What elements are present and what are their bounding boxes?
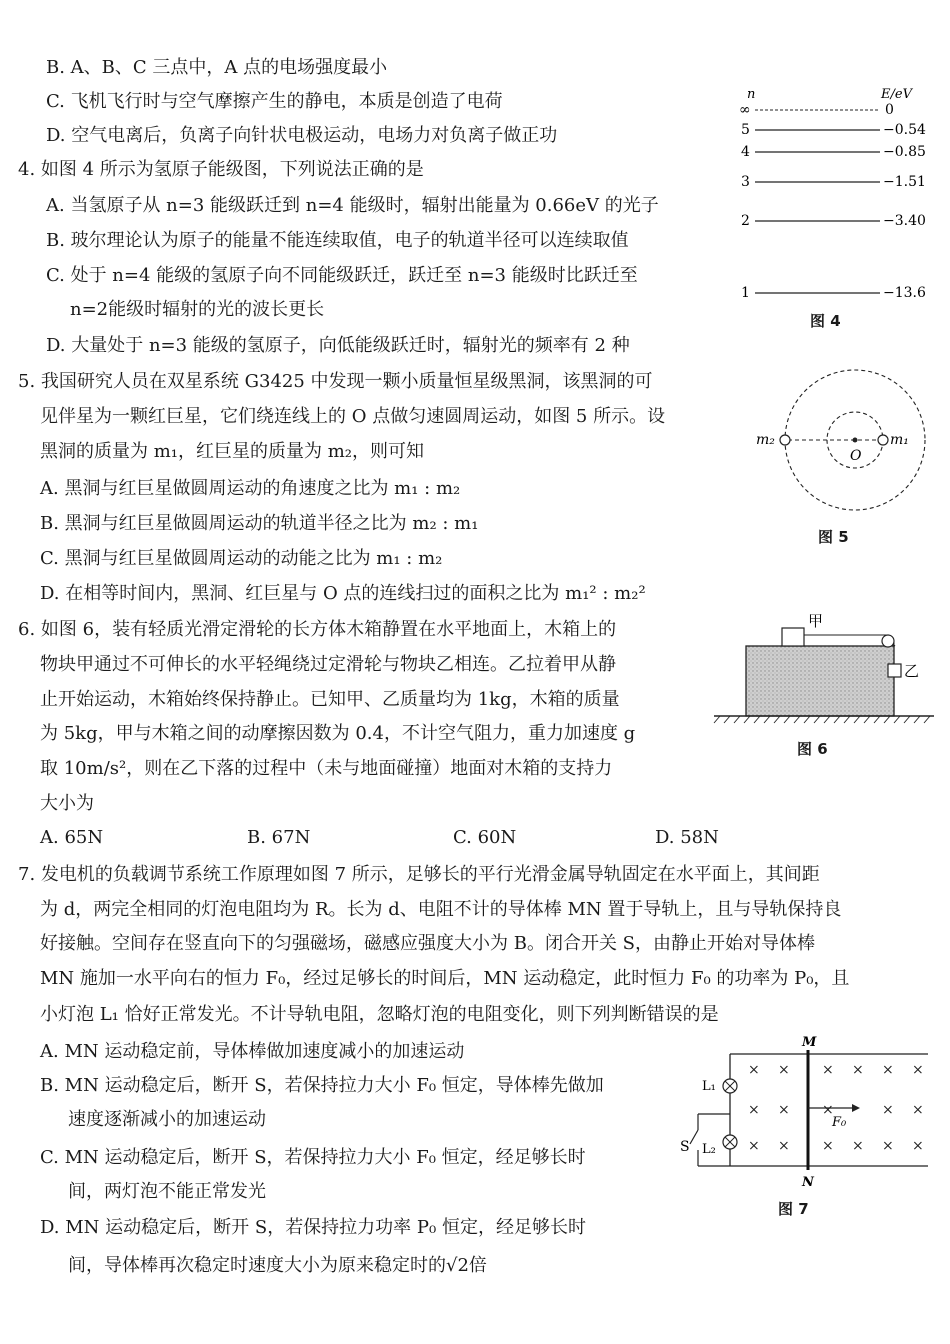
svg-text:−0.54: −0.54 [883, 122, 926, 138]
m-label: M [802, 1035, 817, 1050]
q5-stem-line1: 5. 我国研究人员在双星系统 G3425 中发现一颗小质量恒星级黑洞，该黑洞的可 [18, 371, 653, 392]
level-5 [741, 122, 926, 138]
n-axis-header: n [747, 87, 756, 102]
svg-text:×: × [778, 1102, 790, 1118]
q3-option-c: C. 飞机飞行时与空气摩擦产生的静电，本质是创造了电荷 [46, 91, 503, 112]
svg-text:2: 2 [741, 213, 750, 229]
q7-stem-line3: 好接触。空间存在竖直向下的匀强磁场，磁感应强度大小为 B。闭合开关 S，由静止开始对导体棒 [40, 933, 815, 954]
figure-5-caption: 图 5 [818, 528, 849, 546]
q5-stem-line3: 黑洞的质量为 m₁，红巨星的质量为 m₂，则可知 [40, 441, 425, 462]
q7-option-a: A. MN 运动稳定前，导体棒做加速度减小的加速运动 [40, 1041, 465, 1062]
svg-text:×: × [912, 1138, 924, 1154]
svg-text:−3.40: −3.40 [883, 213, 926, 229]
q6-option-d: D. 58N [655, 827, 719, 848]
svg-text:−13.6: −13.6 [883, 285, 926, 301]
figure-4-caption: 图 4 [810, 312, 841, 330]
m1-label: m₁ [890, 432, 909, 448]
figure-6-caption: 图 6 [797, 740, 828, 758]
level-inf [739, 102, 894, 118]
q4-option-d: D. 大量处于 n=3 能级的氢原子，向低能级跃迁时，辐射光的频率有 2 种 [46, 335, 630, 356]
q4-option-b: B. 玻尔理论认为原子的能量不能连续取值，电子的轨道半径可以连续取值 [46, 230, 629, 251]
svg-text:×: × [822, 1138, 834, 1154]
ground-hatching [714, 716, 930, 723]
black-hole-body [878, 435, 888, 445]
q5-option-b: B. 黑洞与红巨星做圆周运动的轨道半径之比为 m₂ : m₁ [40, 513, 479, 534]
q6-stem-line5: 取 10m/s²，则在乙下落的过程中（未与地面碰撞）地面对木箱的支持力 [40, 758, 613, 779]
block-yi [888, 664, 901, 677]
block-jia [782, 628, 804, 646]
n-label: N [802, 1175, 814, 1190]
svg-text:×: × [748, 1102, 760, 1118]
svg-text:×: × [822, 1062, 834, 1078]
svg-text:×: × [778, 1138, 790, 1154]
q7-option-b-line2: 速度逐渐减小的加速运动 [68, 1109, 266, 1130]
figure-7-caption: 图 7 [778, 1200, 809, 1218]
q6-stem-line3: 止开始运动，木箱始终保持静止。已知甲、乙质量均为 1kg，木箱的质量 [40, 689, 620, 710]
q7-option-d-line1: D. MN 运动稳定后，断开 S，若保持拉力功率 P₀ 恒定，经足够长时 [40, 1217, 586, 1238]
svg-text:0: 0 [885, 102, 894, 118]
svg-text:×: × [882, 1102, 894, 1118]
q7-stem-line2: 为 d，两完全相同的灯泡电阻均为 R。长为 d、电阻不计的导体棒 MN 置于导轨上，且与导轨保持良 [40, 899, 842, 920]
q7-option-b-line1: B. MN 运动稳定后，断开 S，若保持拉力大小 F₀ 恒定，导体棒先做加 [40, 1075, 604, 1096]
svg-text:4: 4 [741, 144, 750, 160]
lamp-l2 [723, 1135, 737, 1149]
q6-options [0, 826, 950, 850]
svg-text:1: 1 [741, 285, 750, 301]
q4-option-c-line1: C. 处于 n=4 能级的氢原子向不同能级跃迁，跃迁至 n=3 能级时比跃迁至 [46, 265, 638, 286]
q5-stem-line2: 见伴星为一颗红巨星，它们绕连线上的 O 点做匀速圆周运动，如图 5 所示。设 [40, 406, 666, 427]
l1-label: L₁ [702, 1079, 716, 1094]
svg-text:×: × [882, 1062, 894, 1078]
q4-stem: 4. 如图 4 所示为氢原子能级图，下列说法正确的是 [18, 159, 424, 180]
svg-text:×: × [748, 1062, 760, 1078]
q6-stem-line1: 6. 如图 6，装有轻质光滑定滑轮的长方体木箱静置在水平地面上，木箱上的 [18, 619, 617, 640]
svg-text:5: 5 [741, 122, 750, 138]
lamp-l1 [723, 1079, 737, 1093]
svg-text:3: 3 [741, 174, 750, 190]
force-arrowhead [852, 1104, 860, 1112]
energy-axis-header: E/eV [881, 87, 912, 102]
svg-text:×: × [852, 1138, 864, 1154]
q7-option-c-line1: C. MN 运动稳定后，断开 S，若保持拉力大小 F₀ 恒定，经足够长时 [40, 1147, 586, 1168]
svg-text:×: × [912, 1062, 924, 1078]
l2-label: L₂ [702, 1142, 716, 1157]
q6-stem-line6: 大小为 [40, 793, 94, 814]
level-3 [741, 174, 926, 190]
q5-option-c: C. 黑洞与红巨星做圆周运动的动能之比为 m₁ : m₂ [40, 548, 443, 569]
q7-stem-line4: MN 施加一水平向右的恒力 F₀，经过足够长的时间后，MN 运动稳定，此时恒力 F₀ 的功率为 P₀，且 [40, 968, 850, 989]
pulley-box-diagram [712, 610, 942, 730]
svg-text:−0.85: −0.85 [883, 144, 926, 160]
svg-text:×: × [748, 1138, 760, 1154]
svg-text:∞: ∞ [739, 102, 751, 118]
q6-stem-line2: 物块甲通过不可伸长的水平轻绳绕过定滑轮与物块乙相连。乙拉着甲从静 [40, 654, 616, 675]
q5-option-a: A. 黑洞与红巨星做圆周运动的角速度之比为 m₁ : m₂ [40, 478, 461, 499]
svg-text:×: × [882, 1138, 894, 1154]
energy-level-diagram [735, 80, 935, 300]
q7-stem-line5: 小灯泡 L₁ 恰好正常发光。不计导轨电阻，忽略灯泡的电阻变化，则下列判断错误的是 [40, 1004, 719, 1025]
svg-text:×: × [912, 1102, 924, 1118]
switch-label: S [680, 1139, 690, 1155]
level-2 [741, 213, 926, 229]
wooden-box [746, 646, 894, 716]
binary-star-diagram [750, 368, 930, 518]
q6-stem-line4: 为 5kg，甲与木箱之间的动摩擦因数为 0.4，不计空气阻力，重力加速度 g [40, 723, 636, 744]
yi-label: 乙 [904, 662, 920, 680]
level-1 [741, 285, 926, 301]
svg-text:−1.51: −1.51 [883, 174, 926, 190]
o-label: O [850, 448, 862, 464]
q3-option-d: D. 空气电离后，负离子向针状电极运动，电场力对负离子做正功 [46, 125, 558, 146]
svg-text:×: × [822, 1102, 834, 1118]
level-4 [741, 144, 926, 160]
q6-option-b: B. 67N [247, 827, 311, 848]
q5-option-d: D. 在相等时间内，黑洞、红巨星与 O 点的连线扫过的面积之比为 m₁² : m₂² [40, 583, 646, 604]
jia-label: 甲 [808, 612, 824, 630]
q3-option-b: B. A、B、C 三点中，A 点的电场强度最小 [46, 57, 388, 78]
switch-blade [690, 1130, 698, 1144]
svg-text:×: × [778, 1062, 790, 1078]
pulley [882, 635, 894, 647]
rail-circuit-diagram [676, 1030, 936, 1190]
q7-stem-line1: 7. 发电机的负载调节系统工作原理如图 7 所示，足够长的平行光滑金属导轨固定在水平面上，其间距 [18, 864, 820, 885]
q7-option-c-line2: 间，两灯泡不能正常发光 [68, 1181, 266, 1202]
center-point [853, 438, 858, 443]
q7-option-d-line2: 间，导体棒再次稳定时速度大小为原来稳定时的√2倍 [68, 1255, 487, 1276]
q4-option-a: A. 当氢原子从 n=3 能级跃迁到 n=4 能级时，辐射出能量为 0.66eV 的光子 [46, 195, 659, 216]
q6-option-c: C. 60N [453, 827, 517, 848]
force-label: F₀ [832, 1115, 847, 1130]
q4-option-c-line2: n=2能级时辐射的光的波长更长 [70, 299, 325, 320]
red-giant-body [780, 435, 790, 445]
svg-text:×: × [852, 1062, 864, 1078]
m2-label: m₂ [756, 432, 775, 448]
q6-option-a: A. 65N [40, 827, 104, 848]
